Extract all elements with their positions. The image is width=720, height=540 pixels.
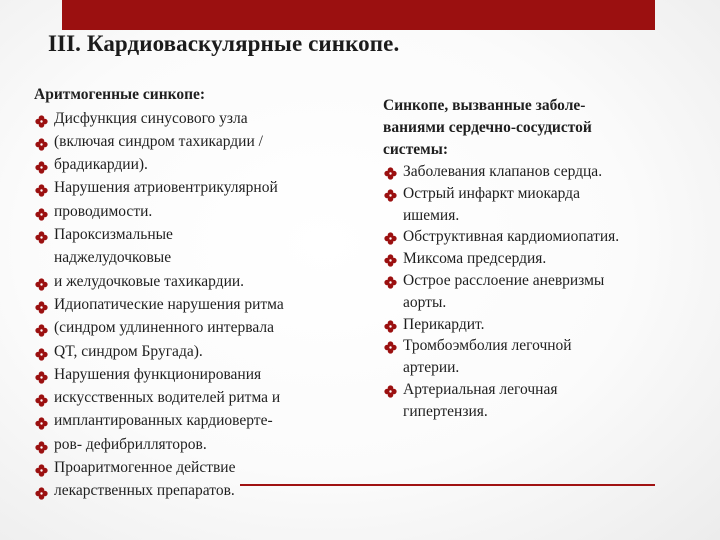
clover-bullet-icon <box>35 112 48 125</box>
list-item <box>383 314 713 336</box>
list-item <box>34 246 364 269</box>
list-item <box>34 479 364 502</box>
clover-bullet-icon <box>384 339 397 352</box>
list-item-text: Пароксизмальные <box>54 226 173 244</box>
arrhythmogenic-causes-list <box>34 107 364 503</box>
list-item <box>383 357 713 379</box>
list-item <box>34 107 364 130</box>
list-item-text: Проаритмогенное действие <box>54 459 236 477</box>
list-item-text: артерии. <box>403 359 460 377</box>
arrhythmogenic-syncope-column <box>34 84 364 503</box>
clover-bullet-icon <box>35 438 48 451</box>
list-item <box>383 226 713 248</box>
list-item-text: искусственных водителей ритма и <box>54 389 281 407</box>
list-item <box>34 270 364 293</box>
list-item <box>34 223 364 246</box>
clover-bullet-icon <box>35 181 48 194</box>
clover-bullet-icon <box>35 158 48 171</box>
list-item-text: наджелудочковые <box>54 249 172 267</box>
right-heading-line: Синкопе, вызванные заболе- <box>383 97 586 114</box>
list-item-text: Заболевания клапанов сердца. <box>403 163 603 180</box>
right-heading-line: системы: <box>383 141 449 158</box>
clover-bullet-icon <box>384 230 397 243</box>
right-heading-line: ваниями сердечно-сосудистой <box>383 119 592 136</box>
list-item <box>383 161 713 183</box>
list-item-text: брадикардии). <box>54 156 148 174</box>
clover-bullet-icon <box>384 274 397 287</box>
clover-bullet-icon <box>35 275 48 288</box>
list-item-text: проводимости. <box>54 202 153 220</box>
list-item-text: имплантированных кардиоверте- <box>54 412 273 430</box>
list-item-text: и желудочковые тахикардии. <box>54 272 245 290</box>
clover-bullet-icon <box>35 461 48 474</box>
clover-bullet-icon <box>384 187 397 200</box>
clover-bullet-icon <box>384 383 397 396</box>
list-item <box>383 270 713 292</box>
list-item <box>34 433 364 456</box>
list-item-text: (включая синдром тахикардии / <box>54 132 263 150</box>
list-item-text: Дисфункция синусового узла <box>54 109 248 127</box>
top-accent-bar <box>62 0 655 30</box>
list-item-text: Идиопатические нарушения ритма <box>54 295 284 313</box>
clover-bullet-icon <box>384 165 397 178</box>
left-column-heading: Аритмогенные синкопе: <box>34 86 206 103</box>
list-item <box>34 386 364 409</box>
list-item-text: Обструктивная кардиомиопатия. <box>403 228 620 246</box>
list-item <box>383 335 713 357</box>
list-item <box>34 363 364 386</box>
list-item-text: Острое расслоение аневризмы <box>403 271 605 289</box>
clover-bullet-icon <box>384 252 397 265</box>
list-item <box>383 205 713 227</box>
list-item <box>34 316 364 339</box>
clover-bullet-icon <box>35 414 48 427</box>
list-item-text: (синдром удлиненного интервала <box>54 319 274 337</box>
clover-bullet-icon <box>35 298 48 311</box>
list-item-text: гипертензия. <box>403 402 488 420</box>
list-item <box>383 183 713 205</box>
list-item <box>34 200 364 223</box>
list-item-text: Перикардит. <box>403 315 485 333</box>
right-column-heading <box>383 95 713 161</box>
list-item-text: Артериальная легочная <box>403 380 558 398</box>
clover-bullet-icon <box>35 391 48 404</box>
clover-bullet-icon <box>35 484 48 497</box>
clover-bullet-icon <box>35 228 48 241</box>
list-item-text: ров- дефибрилляторов. <box>54 435 207 453</box>
list-item <box>34 293 364 316</box>
clover-bullet-icon <box>35 368 48 381</box>
list-item-text: лекарственных препаратов. <box>54 482 235 500</box>
cardiovascular-disease-syncope-column <box>383 95 713 423</box>
list-item <box>34 153 364 176</box>
list-item <box>34 340 364 363</box>
list-item-text: Тромбоэмболия легочной <box>403 337 572 355</box>
list-item <box>383 248 713 270</box>
list-item-text: ишемия. <box>403 206 460 224</box>
list-item-text: Острый инфаркт миокарда <box>403 184 580 202</box>
clover-bullet-icon <box>35 135 48 148</box>
list-item-text: QT, синдром Бругада). <box>54 342 203 360</box>
cardiovascular-causes-list <box>383 161 713 423</box>
list-item <box>383 292 713 314</box>
list-item <box>383 401 713 423</box>
clover-bullet-icon <box>35 205 48 218</box>
clover-bullet-icon <box>384 318 397 331</box>
list-item-text: Миксома предсердия. <box>403 250 547 268</box>
list-item <box>34 409 364 432</box>
list-item-text: аорты. <box>403 293 447 311</box>
clover-bullet-icon <box>35 345 48 358</box>
list-item-text: Нарушения функционирования <box>54 365 262 383</box>
slide-title: III. Кардиоваскулярные синкопе. <box>48 31 400 56</box>
list-item <box>34 456 364 479</box>
bottom-divider-line <box>240 484 655 486</box>
clover-bullet-icon <box>35 321 48 334</box>
list-item <box>34 176 364 199</box>
list-item <box>383 379 713 401</box>
list-item <box>34 130 364 153</box>
list-item-text: Нарушения атриовентрикулярной <box>54 179 278 197</box>
